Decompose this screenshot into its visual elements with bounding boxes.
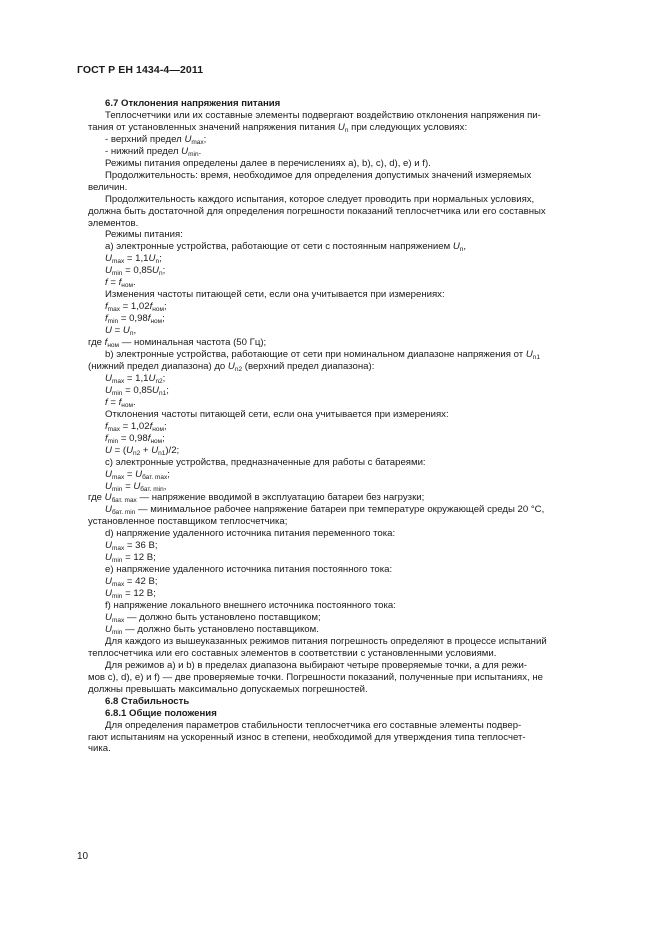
document-header: ГОСТ Р ЕН 1434-4—2011 (77, 64, 204, 76)
list-item: - верхний предел $U_{max}$; (105, 133, 207, 146)
list-item-e: e) напряжение удаленного источника питания постоянного тока: (105, 564, 393, 576)
formula: $f = f_{ном}$. (105, 396, 136, 409)
formula: $U = U_n$, (105, 325, 137, 338)
formula: $f_{min} = 0,98f_{ном}$; (105, 313, 165, 326)
formula: $f_{max} = 1,02f_{ном}$; (105, 420, 167, 433)
paragraph: теплосчетчика или его составных элементов в соответствии с установленными условиями. (88, 647, 497, 659)
formula: $U_{min} = 0,85U_{n1}$; (105, 384, 169, 397)
formula: $U_{max} = 36$ В; (105, 540, 158, 553)
formula: $U_{max}$ — должно быть установлено поставщиком; (105, 611, 321, 624)
list-item: - нижний предел $U_{min}$. (105, 145, 202, 158)
list-item-b: b) электронные устройства, работающие от сети при номинальном диапазоне напряжения от $U_{n1}$ (105, 349, 540, 362)
paragraph: Режимы питания определены далее в перечислениях а), b), c), d), e) и f). (105, 157, 431, 169)
paragraph: Теплосчетчики или их составные элементы подвергают воздействию отклонения напряжения пи- (105, 109, 541, 121)
paragraph: чика. (88, 743, 111, 755)
paragraph: должны превышать максимально допускаемых погрешностей. (88, 683, 368, 695)
formula: $f_{max} = 1,02f_{ном}$; (105, 301, 167, 314)
paragraph: Для каждого из вышеуказанных режимов питания погрешность определяют в процессе испытаний (105, 635, 547, 647)
paragraph: где $f_{ном}$ — номинальная частота (50 Гц); (88, 337, 267, 350)
document-body (88, 98, 602, 755)
formula: $U_{max} = 1,1U_{n2}$; (105, 372, 166, 385)
paragraph: мов c), d), e) и f) — две проверяемые точки. Погрешности показаний, полученные при испытаниях, не (88, 671, 543, 683)
formula: $U_{max} = 42$ В; (105, 576, 158, 589)
formula: $f = f_{ном}$. (105, 277, 136, 290)
paragraph: Продолжительность каждого испытания, которое следует проводить при нормальных условиях, (105, 193, 535, 205)
paragraph: величин. (88, 181, 128, 193)
formula: $f_{min} = 0,98f_{ном}$; (105, 432, 165, 445)
formula: $U_{min} = U_{бат. min}$, (105, 480, 167, 493)
subsection-heading-6-8-1: 6.8.1 Общие положения (105, 707, 217, 719)
paragraph: Отклонения частоты питающей сети, если она учитывается при измерениях: (105, 408, 449, 420)
formula: $U_{min}$ — должно быть установлено поставщиком. (105, 623, 319, 636)
section-heading-6-8: 6.8 Стабильность (105, 695, 190, 707)
paragraph: Изменения частоты питающей сети, если она учитывается при измерениях: (105, 289, 445, 301)
formula: $U_{min} = 12$ В; (105, 588, 156, 601)
paragraph: установленное поставщиком теплосчетчика; (88, 516, 288, 528)
formula: $U_{min} = 12$ В; (105, 552, 156, 565)
formula: $U_{max} = 1,1U_n$; (105, 253, 162, 266)
formula: $U_{max} = U_{бат. max}$; (105, 468, 170, 481)
page-number: 10 (77, 851, 89, 862)
paragraph: (нижний предел диапазона) до $U_{n2}$ (верхний предел диапазона): (88, 360, 375, 373)
paragraph: должна быть достаточной для определения погрешности показаний теплосчетчика или его составных (88, 205, 546, 217)
paragraph: элементов. (88, 217, 139, 229)
paragraph: Для определения параметров стабильности теплосчетчика его составные элементы подвер- (105, 719, 522, 731)
list-item-f: f) напряжение локального внешнего источника постоянного тока: (105, 600, 396, 612)
paragraph: тания от установленных значений напряжения питания $U_n$ при следующих условиях: (88, 121, 468, 134)
list-item-a: а) электронные устройства, работающие от сети с постоянным напряжением $U_n$, (105, 241, 467, 254)
paragraph: гают испытаниям на ускоренный износ в степени, необходимой для утверждения типа теплосчет- (88, 731, 526, 743)
paragraph: $U_{бат. min}$ — минимальное рабочее напряжение батареи при температуре окружающей среды 20 °С, (105, 504, 545, 517)
formula: $U = (U_{n2} + U_{n1})/2$; (105, 444, 180, 457)
formula: $U_{min} = 0,85U_n$; (105, 265, 166, 278)
paragraph: Режимы питания: (105, 229, 183, 241)
paragraph: Для режимов а) и b) в пределах диапазона выбирают четыре проверяемые точки, а для режи- (105, 659, 528, 671)
section-heading-6-7: 6.7 Отклонения напряжения питания (105, 98, 281, 109)
paragraph: где $U_{бат. max}$ — напряжение вводимой в эксплуатацию батареи без нагрузки; (88, 492, 425, 505)
list-item-c: c) электронные устройства, предназначенные для работы с батареями: (105, 456, 426, 468)
paragraph: Продолжительность: время, необходимое для определения допустимых значений измеряемых (105, 169, 532, 181)
list-item-d: d) напряжение удаленного источника питания переменного тока: (105, 528, 396, 540)
